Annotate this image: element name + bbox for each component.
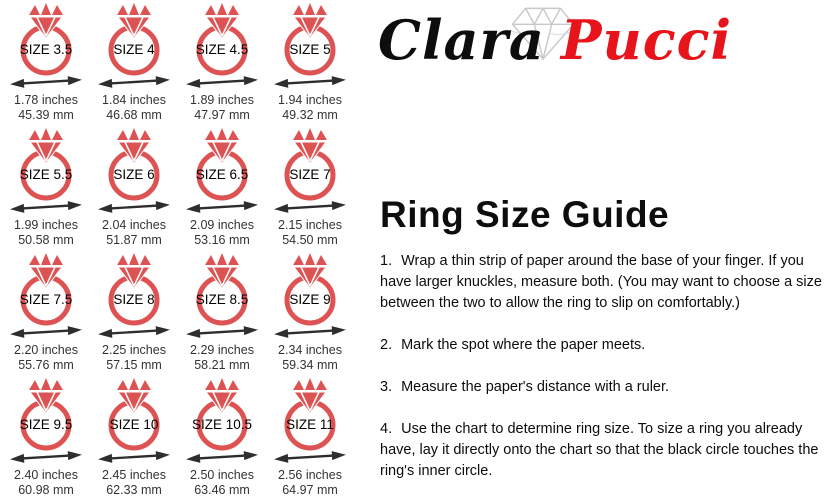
diameter-arrow-icon (10, 325, 82, 338)
ring-size-cell (178, 126, 266, 251)
ring-size-label: SIZE 11 (286, 417, 334, 432)
ring-measurements (190, 93, 254, 123)
ring-size-cell (2, 376, 90, 501)
ring-circumference-mm: 50.58 mm (18, 232, 74, 247)
ring-size-label: SIZE 3.5 (19, 42, 73, 57)
diameter-arrow-icon (10, 200, 82, 213)
ring-circumference-mm: 62.33 mm (106, 482, 162, 497)
ring-illustration (272, 128, 348, 215)
ring-circumference-inches: 2.34 inches (278, 343, 342, 357)
ring-size-cell (2, 126, 90, 251)
step-text: Measure the paper's distance with a ruler. (401, 379, 670, 395)
ring-size-cell (266, 251, 354, 376)
diameter-arrow-icon (98, 75, 170, 88)
ring-circumference-inches: 2.40 inches (14, 468, 78, 482)
diameter-arrow-icon (98, 200, 170, 213)
ring-circumference-inches: 1.84 inches (102, 93, 166, 107)
ring-size-label: SIZE 6.5 (195, 167, 249, 182)
ring-circumference-inches: 2.09 inches (190, 218, 254, 232)
ring-circumference-mm: 60.98 mm (18, 482, 74, 497)
step-number: 1. (380, 253, 393, 269)
ring-illustration (184, 3, 260, 90)
ring-circumference-mm: 46.68 mm (106, 107, 162, 122)
diameter-arrow-icon (274, 75, 346, 88)
ring-size-label: SIZE 8 (113, 292, 155, 307)
ring-illustration (184, 128, 260, 215)
step-number: 3. (380, 379, 393, 395)
ring-circumference-inches: 1.78 inches (14, 93, 78, 107)
diameter-arrow-icon (186, 200, 258, 213)
instruction-step (380, 335, 834, 356)
ring-illustration (184, 253, 260, 340)
ring-illustration (8, 3, 84, 90)
ring-illustration (8, 128, 84, 215)
ring-size-label: SIZE 5 (289, 42, 331, 57)
ring-illustration (272, 3, 348, 90)
ring-size-label: SIZE 10 (109, 417, 159, 432)
diameter-arrow-icon (98, 325, 170, 338)
step-text: Mark the spot where the paper meets. (401, 337, 646, 353)
ring-illustration (96, 128, 172, 215)
ring-illustration (96, 253, 172, 340)
diameter-arrow-icon (98, 450, 170, 463)
ring-illustration (8, 253, 84, 340)
diameter-arrow-icon (274, 200, 346, 213)
ring-measurements (278, 218, 342, 248)
ring-circumference-mm: 47.97 mm (194, 107, 250, 122)
ring-illustration (96, 378, 172, 465)
ring-measurements (102, 468, 166, 498)
step-text: Wrap a thin strip of paper around the base of your finger. If you have larger knuckles, measure both. (You may want to choose a size between the two to allow the ring to slip on comfortably.) (380, 253, 822, 311)
diameter-arrow-icon (274, 450, 346, 463)
ring-size-cell (90, 251, 178, 376)
ring-size-label: SIZE 9 (289, 292, 331, 307)
brand-name-first: Clara (378, 8, 545, 72)
ring-size-cell (90, 1, 178, 126)
ring-circumference-inches: 2.25 inches (102, 343, 166, 357)
ring-size-label: SIZE 9.5 (19, 417, 73, 432)
ring-size-cell (2, 251, 90, 376)
instruction-step (380, 251, 834, 314)
ring-size-label: SIZE 6 (113, 167, 155, 182)
ring-size-label: SIZE 4.5 (195, 42, 249, 57)
ring-circumference-inches: 2.56 inches (278, 468, 342, 482)
ring-circumference-inches: 2.15 inches (278, 218, 342, 232)
ring-measurements (14, 468, 78, 498)
ring-measurements (278, 468, 342, 498)
ring-size-label: SIZE 7 (289, 167, 331, 182)
step-number: 2. (380, 337, 393, 353)
ring-size-cell (90, 126, 178, 251)
ring-size-cell (178, 251, 266, 376)
ring-size-cell (90, 376, 178, 501)
instruction-step (380, 419, 834, 482)
ring-circumference-inches: 2.29 inches (190, 343, 254, 357)
ring-circumference-inches: 2.04 inches (102, 218, 166, 232)
ring-size-cell (178, 1, 266, 126)
ring-size-label: SIZE 8.5 (195, 292, 249, 307)
ring-measurements (102, 218, 166, 248)
diameter-arrow-icon (10, 75, 82, 88)
ring-illustration (184, 378, 260, 465)
brand-name (378, 8, 732, 72)
diameter-arrow-icon (10, 450, 82, 463)
ring-size-label: SIZE 5.5 (19, 167, 73, 182)
ring-illustration (8, 378, 84, 465)
ring-circumference-mm: 57.15 mm (106, 357, 162, 372)
ring-size-label: SIZE 4 (113, 42, 155, 57)
brand-name-second: Pucci (560, 8, 733, 72)
ring-measurements (102, 343, 166, 373)
ring-size-cell (266, 1, 354, 126)
diameter-arrow-icon (274, 325, 346, 338)
ring-measurements (190, 343, 254, 373)
ring-size-grid (2, 1, 354, 501)
ring-circumference-mm: 49.32 mm (282, 107, 338, 122)
ring-circumference-inches: 1.94 inches (278, 93, 342, 107)
page-title: Ring Size Guide (380, 194, 670, 235)
ring-illustration (272, 378, 348, 465)
ring-circumference-inches: 2.45 inches (102, 468, 166, 482)
ring-measurements (14, 93, 78, 123)
step-number: 4. (380, 421, 393, 437)
ring-circumference-inches: 1.89 inches (190, 93, 254, 107)
ring-circumference-mm: 54.50 mm (282, 232, 338, 247)
diameter-arrow-icon (186, 75, 258, 88)
ring-measurements (102, 93, 166, 123)
ring-circumference-mm: 51.87 mm (106, 232, 162, 247)
ring-size-cell (266, 376, 354, 501)
brand-logo (378, 0, 836, 95)
ring-circumference-mm: 53.16 mm (194, 232, 250, 247)
ring-circumference-inches: 2.20 inches (14, 343, 78, 357)
ring-circumference-inches: 2.50 inches (190, 468, 254, 482)
diameter-arrow-icon (186, 325, 258, 338)
ring-circumference-mm: 55.76 mm (18, 357, 74, 372)
ring-circumference-inches: 1.99 inches (14, 218, 78, 232)
ring-measurements (190, 468, 254, 498)
ring-size-cell (178, 376, 266, 501)
instruction-step (380, 377, 834, 398)
ring-illustration (272, 253, 348, 340)
ring-circumference-mm: 59.34 mm (282, 357, 338, 372)
ring-illustration (96, 3, 172, 90)
ring-measurements (14, 218, 78, 248)
ring-circumference-mm: 64.97 mm (282, 482, 338, 497)
ring-size-cell (2, 1, 90, 126)
instruction-list (380, 251, 834, 503)
ring-circumference-mm: 63.46 mm (194, 482, 250, 497)
ring-measurements (278, 93, 342, 123)
ring-measurements (14, 343, 78, 373)
ring-size-label: SIZE 10.5 (191, 417, 253, 432)
guide-panel (378, 0, 836, 501)
step-text: Use the chart to determine ring size. To size a ring you already have, lay it directly onto the chart so that the black circle touches the ring's inner circle. (380, 421, 819, 479)
ring-circumference-mm: 58.21 mm (194, 357, 250, 372)
diameter-arrow-icon (186, 450, 258, 463)
ring-measurements (278, 343, 342, 373)
ring-measurements (190, 218, 254, 248)
ring-size-label: SIZE 7.5 (19, 292, 73, 307)
ring-circumference-mm: 45.39 mm (18, 107, 74, 122)
ring-size-cell (266, 126, 354, 251)
